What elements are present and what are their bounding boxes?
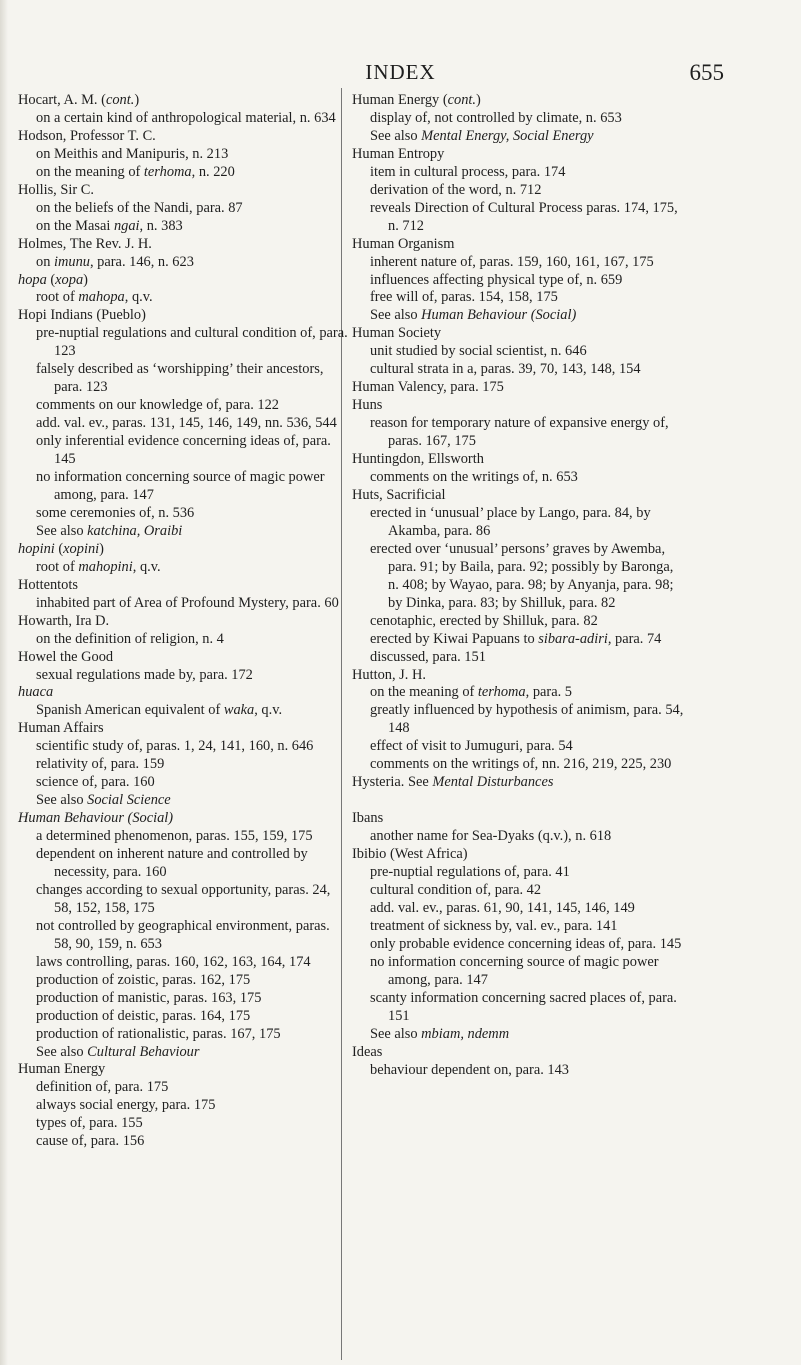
index-subentry: Spanish American equivalent of waka, q.v.	[36, 702, 283, 719]
running-title: INDEX	[365, 60, 436, 84]
index-heading: Hocart, A. M. (cont.)	[18, 92, 140, 108]
index-subentry: production of manistic, paras. 163, 175	[36, 989, 262, 1006]
index-column-left	[18, 92, 348, 1151]
index-subentry: cultural condition of, para. 42	[370, 881, 542, 898]
index-heading: Human Energy (cont.)	[352, 92, 481, 108]
index-subentry: See also katchina, Oraibi	[36, 522, 183, 539]
index-subentry: add. val. ev., paras. 131, 145, 146, 149, nn. 536, 544	[36, 415, 337, 432]
index-heading: Holmes, The Rev. J. H.	[18, 235, 152, 252]
index-heading: hopa (xopa)	[18, 271, 88, 288]
index-heading: Huts, Sacrificial	[352, 486, 446, 503]
index-subentry: types of, para. 155	[36, 1115, 143, 1132]
index-heading: Hottentots	[18, 576, 78, 593]
page-number: 655	[689, 60, 724, 85]
index-subentry: laws controlling, paras. 160, 162, 163, 164, 174	[36, 953, 311, 970]
index-subentry: See also Cultural Behaviour	[36, 1043, 200, 1060]
index-subentry: comments on the writings of, n. 653	[370, 469, 578, 486]
index-subentry: falsely described as ‘worshipping’ their ancestors, para. 123	[36, 361, 324, 396]
index-subentry: reveals Direction of Cultural Process paras. 174, 175, n. 712	[370, 199, 678, 234]
index-heading: Ideas	[352, 1043, 383, 1060]
index-subentry: cause of, para. 156	[36, 1133, 145, 1150]
index-subentry: erected by Kiwai Papuans to sibara-adiri, para. 74	[370, 630, 662, 647]
index-subentry: free will of, paras. 154, 158, 175	[370, 289, 558, 306]
index-subentry: inherent nature of, paras. 159, 160, 161, 167, 175	[370, 253, 654, 270]
index-subentry: scientific study of, paras. 1, 24, 141, 160, n. 646	[36, 738, 314, 755]
index-heading: Howarth, Ira D.	[18, 612, 110, 629]
index-heading: Human Society	[352, 325, 442, 342]
index-heading: Human Affairs	[18, 720, 104, 737]
index-subentry: on the meaning of terhoma, n. 220	[36, 163, 235, 180]
index-subentry: pre-nuptial regulations of, para. 41	[370, 864, 570, 881]
index-subentry: dependent on inherent nature and controlled by necessity, para. 160	[36, 846, 308, 880]
index-subentry: another name for Sea-Dyaks (q.v.), n. 618	[370, 828, 612, 845]
index-subentry: science of, para. 160	[36, 774, 155, 791]
index-subentry: behaviour dependent on, para. 143	[370, 1061, 570, 1078]
index-heading: hopini (xopini)	[18, 540, 104, 557]
index-subentry: no information concerning source of magic power among, para. 147	[370, 953, 659, 988]
index-subentry: See also Social Science	[36, 792, 171, 809]
index-subentry: item in cultural process, para. 174	[370, 163, 566, 180]
index-subentry: erected in ‘unusual’ place by Lango, para. 84, by Akamba, para. 86	[370, 504, 651, 539]
index-heading: Hopi Indians (Pueblo)	[18, 307, 146, 324]
index-subentry: greatly influenced by hypothesis of animism, para. 54, 148	[370, 702, 684, 737]
index-subentry: on imunu, para. 146, n. 623	[36, 253, 194, 270]
index-subentry: on the meaning of terhoma, para. 5	[370, 684, 572, 701]
index-subentry: sexual regulations made by, para. 172	[36, 666, 253, 683]
index-subentry: unit studied by social scientist, n. 646	[370, 343, 587, 360]
index-heading: Hodson, Professor T. C.	[18, 127, 156, 144]
index-heading: Hollis, Sir C.	[18, 181, 94, 198]
index-heading: Huns	[352, 397, 383, 414]
index-subentry: See also mbiam, ndemm	[370, 1025, 510, 1042]
index-heading: Huntingdon, Ellsworth	[352, 451, 484, 468]
index-subentry: comments on the writings of, nn. 216, 219, 225, 230	[370, 756, 672, 773]
index-subentry: root of mahopini, q.v.	[36, 558, 161, 575]
index-heading: Human Behaviour (Social)	[18, 810, 174, 827]
index-subentry: production of rationalistic, paras. 167, 175	[36, 1025, 281, 1042]
index-subentry: some ceremonies of, n. 536	[36, 504, 195, 521]
index-subentry: only inferential evidence concerning ideas of, para. 145	[36, 433, 331, 468]
index-subentry: discussed, para. 151	[370, 648, 486, 665]
index-subentry: no information concerning source of magic power among, para. 147	[36, 469, 325, 503]
index-subentry: pre-nuptial regulations and cultural condition of, para. 123	[36, 325, 348, 360]
index-subentry: only probable evidence concerning ideas of, para. 145	[370, 935, 682, 952]
index-subentry: production of zoistic, paras. 162, 175	[36, 971, 251, 988]
index-subentry: See also Human Behaviour (Social)	[370, 307, 577, 324]
index-subentry: comments on our knowledge of, para. 122	[36, 397, 279, 414]
index-subentry: See also Mental Energy, Social Energy	[370, 127, 594, 144]
index-subentry: changes according to sexual opportunity, paras. 24, 58, 152, 158, 175	[36, 881, 331, 916]
index-subentry: on the definition of religion, n. 4	[36, 630, 224, 647]
index-subentry: a determined phenomenon, paras. 155, 159, 175	[36, 828, 313, 845]
index-subentry: on Meithis and Manipuris, n. 213	[36, 145, 229, 162]
index-heading: Human Entropy	[352, 145, 445, 162]
index-subentry: on the Masai ngai, n. 383	[36, 217, 183, 234]
index-subentry: cultural strata in a, paras. 39, 70, 143, 148, 154	[370, 361, 641, 378]
index-column-right	[352, 92, 684, 1079]
scan-edge-shadow	[0, 0, 8, 1365]
index-subentry: influences affecting physical type of, n. 659	[370, 271, 623, 288]
index-subentry: relativity of, para. 159	[36, 756, 165, 773]
index-subentry: root of mahopa, q.v.	[36, 289, 153, 306]
index-subentry: cenotaphic, erected by Shilluk, para. 82	[370, 612, 598, 629]
index-subentry: always social energy, para. 175	[36, 1097, 216, 1114]
index-heading: Ibans	[352, 810, 384, 827]
index-subentry: display of, not controlled by climate, n. 653	[370, 109, 622, 126]
index-subentry: add. val. ev., paras. 61, 90, 141, 145, 146, 149	[370, 899, 635, 916]
index-heading: Human Valency, para. 175	[352, 379, 504, 396]
index-heading: Ibibio (West Africa)	[352, 846, 468, 863]
index-heading: Human Organism	[352, 235, 455, 252]
index-heading: huaca	[18, 684, 54, 701]
index-subentry: reason for temporary nature of expansive energy of, paras. 167, 175	[370, 415, 669, 450]
index-heading: Human Energy	[18, 1061, 106, 1078]
index-subentry: on a certain kind of anthropological material, n. 634	[36, 109, 336, 126]
page-header	[0, 60, 801, 90]
index-heading: Hutton, J. H.	[352, 666, 426, 683]
index-heading: Hysteria. See Mental Disturbances	[352, 774, 554, 791]
index-subentry: scanty information concerning sacred places of, para. 151	[370, 989, 677, 1024]
index-subentry: effect of visit to Jumuguri, para. 54	[370, 738, 573, 755]
index-heading: Howel the Good	[18, 648, 114, 665]
index-subentry: on the beliefs of the Nandi, para. 87	[36, 199, 243, 216]
index-subentry: treatment of sickness by, val. ev., para. 141	[370, 917, 618, 934]
index-subentry: derivation of the word, n. 712	[370, 181, 542, 198]
index-subentry: inhabited part of Area of Profound Mystery, para. 60	[36, 594, 339, 611]
section-gap	[352, 792, 684, 810]
index-subentry: definition of, para. 175	[36, 1079, 169, 1096]
index-subentry: production of deistic, paras. 164, 175	[36, 1007, 251, 1024]
index-subentry: not controlled by geographical environment, paras. 58, 90, 159, n. 653	[36, 917, 330, 952]
index-subentry: erected over ‘unusual’ persons’ graves by Awemba, para. 91; by Baila, para. 92; possibly by Baronga, n. 408; by Wayao, para. 98; by Anyanja, para. 98; by Dinka, para. 83; by Shilluk, para. 82	[370, 540, 674, 611]
